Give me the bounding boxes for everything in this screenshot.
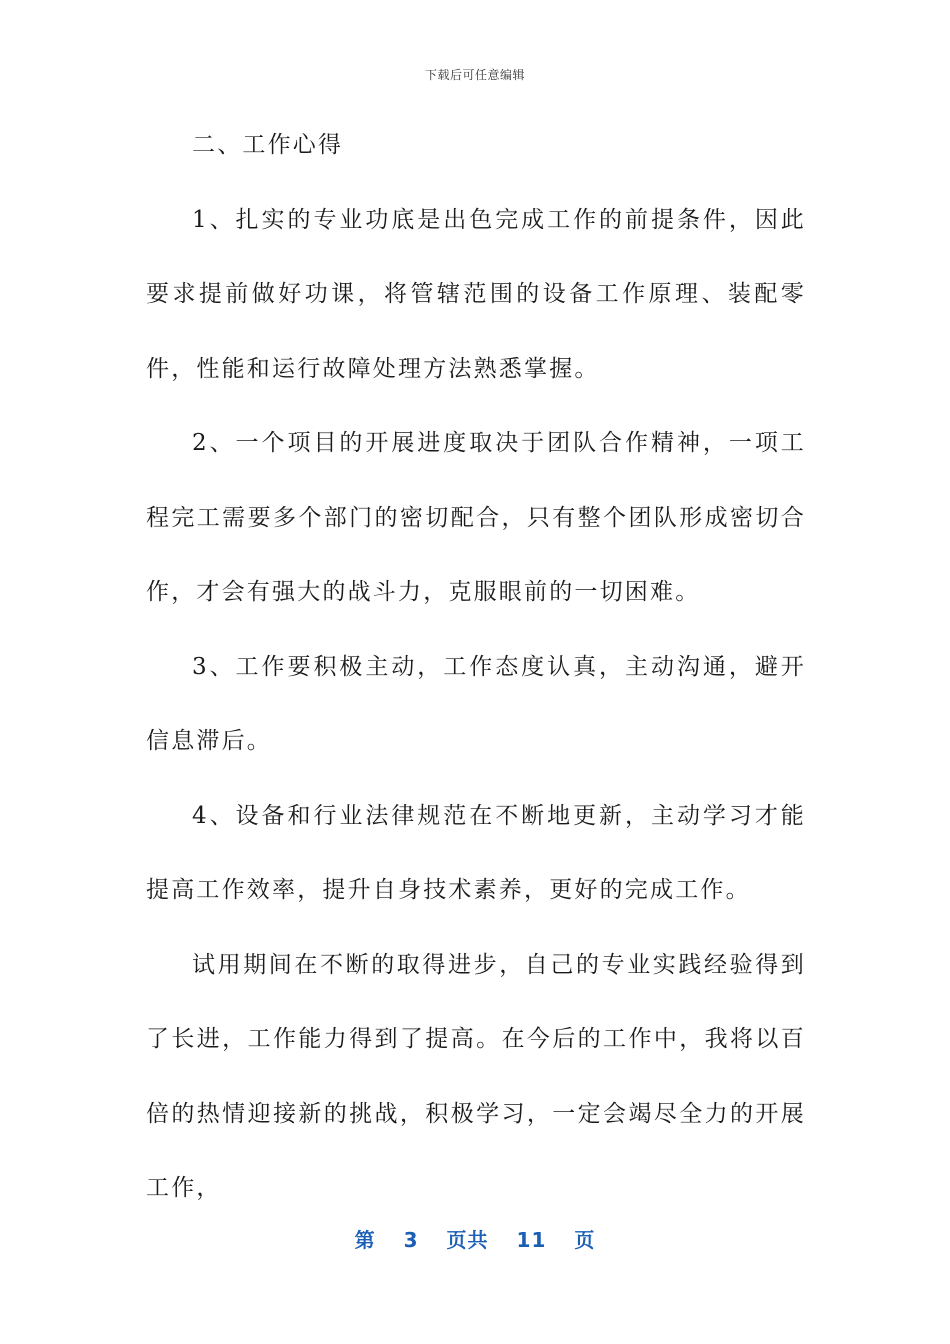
paragraph-4: 4、设备和行业法律规范在不断地更新，主动学习才能提高工作效率，提升自身技术素养，更好的完成工作。	[146, 802, 806, 903]
footer-prefix: 第	[354, 1228, 376, 1252]
footer-suffix: 页	[574, 1228, 596, 1252]
header-note: 下载后可任意编辑	[424, 68, 525, 82]
document-body	[146, 108, 806, 1226]
paragraph-summary: 试用期间在不断的取得进步，自己的专业实践经验得到了长进，工作能力得到了提高。在今后的工作中，我将以百倍的热情迎接新的挑战，积极学习，一定会竭尽全力的开展工作，	[146, 951, 806, 1201]
section-heading: 二、工作心得	[192, 132, 344, 158]
footer-current-page: 3	[403, 1228, 419, 1252]
footer-total-pages: 11	[516, 1228, 547, 1252]
paragraph-1: 1、扎实的专业功底是出色完成工作的前提条件，因此要求提前做好功课，将管辖范围的设备工作原理、装配零件，性能和运行故障处理方法熟悉掌握。	[146, 206, 806, 382]
page-footer	[0, 1224, 950, 1253]
paragraph-3: 3、工作要积极主动，工作态度认真，主动沟通，避开信息滞后。	[146, 653, 806, 754]
paragraph-2: 2、一个项目的开展进度取决于团队合作精神，一项工程完工需要多个部门的密切配合，只有整个团队形成密切合作，才会有强大的战斗力，克服眼前的一切困难。	[146, 430, 806, 605]
footer-middle: 页共	[446, 1228, 489, 1252]
